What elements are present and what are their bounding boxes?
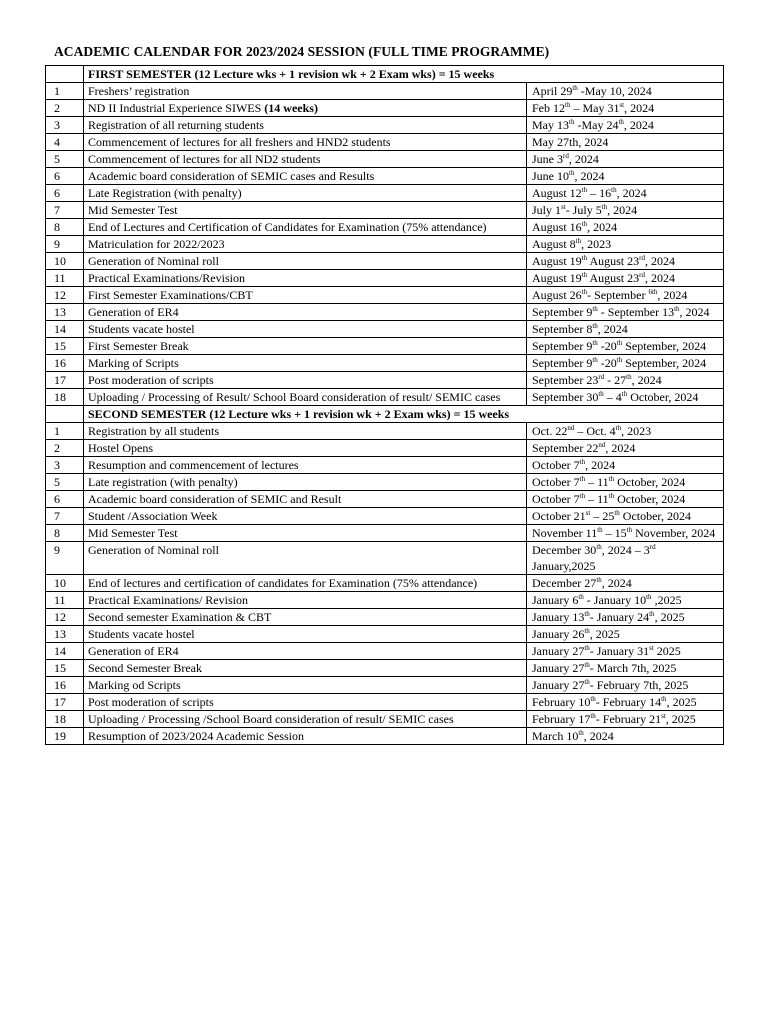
activity-cell xyxy=(84,609,527,626)
activity-cell xyxy=(84,542,527,575)
superscript: th xyxy=(614,509,620,517)
date-cell: August 26th- September $^{6th}$, 2024 xyxy=(527,287,724,304)
superscript: th xyxy=(608,475,615,483)
superscript: rd xyxy=(598,373,605,381)
activity-text: Generation of Nominal roll xyxy=(88,543,219,557)
activity-cell xyxy=(84,677,527,694)
date-cell: September 8th, 2024 xyxy=(527,321,724,338)
superscript: th xyxy=(581,186,588,194)
superscript: th xyxy=(592,356,598,364)
row-number: 6 xyxy=(46,185,84,202)
table-row xyxy=(46,389,724,406)
row-number: 15 xyxy=(46,338,84,355)
activity-cell xyxy=(84,236,527,253)
superscript: th xyxy=(616,356,623,364)
date-cell: January 26th, 2025 xyxy=(527,626,724,643)
row-number: 2 xyxy=(46,100,84,117)
superscript: st xyxy=(561,203,566,211)
row-number: 9 xyxy=(46,236,84,253)
activity-cell xyxy=(84,304,527,321)
activity-text: Late Registration (with penalty) xyxy=(88,186,242,200)
activity-cell xyxy=(84,694,527,711)
date-cell: September 23rd - 27th, 2024 xyxy=(527,372,724,389)
activity-cell xyxy=(84,134,527,151)
activity-text: Mid Semester Test xyxy=(88,203,178,217)
activity-text: Practical Examinations/Revision xyxy=(88,271,245,285)
table-row xyxy=(46,372,724,389)
row-number: 17 xyxy=(46,694,84,711)
activity-text: End of Lectures and Certification of Candidates for Examination (75% attendance) xyxy=(88,220,487,234)
activity-cell xyxy=(84,270,527,287)
activity-text: Marking of Scripts xyxy=(88,356,179,370)
activity-text: End of lectures and certification of candidates for Examination (75% attendance) xyxy=(88,576,478,590)
row-number: 9 xyxy=(46,542,84,575)
superscript: th xyxy=(626,373,632,381)
row-number: 5 xyxy=(46,474,84,491)
row-number: 12 xyxy=(46,609,84,626)
date-cell: January 27th- March 7th, 2025 xyxy=(527,660,724,677)
superscript: th xyxy=(581,288,588,296)
calendar-table xyxy=(45,65,724,745)
activity-text: Students vacate hostel xyxy=(88,322,195,336)
activity-text: Generation of ER4 xyxy=(88,305,179,319)
section-title: FIRST SEMESTER (12 Lecture wks + 1 revision wk + 2 Exam wks) = 15 weeks xyxy=(84,66,724,83)
superscript: th xyxy=(584,610,590,618)
superscript: th xyxy=(579,475,586,483)
table-row xyxy=(46,134,724,151)
superscript: rd xyxy=(563,152,569,160)
row-number: 8 xyxy=(46,525,84,542)
activity-text: Second Semester Break xyxy=(88,661,202,675)
date-cell: August 8th, 2023 xyxy=(527,236,724,253)
row-number: 10 xyxy=(46,575,84,592)
activity-cell xyxy=(84,643,527,660)
table-row xyxy=(46,202,724,219)
activity-text: Post moderation of scripts xyxy=(88,373,214,387)
section-header-blank-cell xyxy=(46,406,84,423)
superscript: 6th xyxy=(648,288,658,296)
table-row xyxy=(46,575,724,592)
activity-text: Mid Semester Test xyxy=(88,526,178,540)
date-cell: August 12th – 16th, 2024 xyxy=(527,185,724,202)
row-number: 19 xyxy=(46,728,84,745)
superscript: st xyxy=(619,101,625,109)
row-number: 1 xyxy=(46,423,84,440)
table-row xyxy=(46,677,724,694)
date-cell: August 19th August 23rd, 2024 xyxy=(527,270,724,287)
activity-text: Students vacate hostel xyxy=(88,627,195,641)
table-row xyxy=(46,287,724,304)
superscript: st xyxy=(661,712,666,720)
activity-cell xyxy=(84,508,527,525)
date-cell: June 10th, 2024 xyxy=(527,168,724,185)
superscript: rd xyxy=(639,254,645,262)
row-number: 13 xyxy=(46,626,84,643)
row-number: 11 xyxy=(46,270,84,287)
activity-text: First Semester Break xyxy=(88,339,189,353)
row-number: 10 xyxy=(46,253,84,270)
table-row xyxy=(46,100,724,117)
activity-text: Academic board consideration of SEMIC cases and Results xyxy=(88,169,375,183)
row-number: 14 xyxy=(46,321,84,338)
activity-text: Second semester Examination & CBT xyxy=(88,610,272,624)
table-row xyxy=(46,508,724,525)
superscript: th xyxy=(611,186,617,194)
superscript: th xyxy=(584,644,590,652)
row-number: 3 xyxy=(46,117,84,134)
activity-text: Registration by all students xyxy=(88,424,219,438)
section-title: SECOND SEMESTER (12 Lecture wks + 1 revision wk + 2 Exam wks) = 15 weeks xyxy=(84,406,724,423)
row-number: 6 xyxy=(46,491,84,508)
date-cell: September 9th -20th September, 2024 xyxy=(527,355,724,372)
activity-text: Generation of Nominal roll xyxy=(88,254,219,268)
table-row xyxy=(46,168,724,185)
row-number: 15 xyxy=(46,660,84,677)
superscript: th xyxy=(592,305,598,313)
table-row xyxy=(46,304,724,321)
row-number: 7 xyxy=(46,508,84,525)
date-cell: September 9th - September 13th, 2024 xyxy=(527,304,724,321)
row-number: 12 xyxy=(46,287,84,304)
row-number: 17 xyxy=(46,372,84,389)
table-row xyxy=(46,321,724,338)
superscript: rd xyxy=(649,543,656,551)
superscript: th xyxy=(621,390,628,398)
superscript: th xyxy=(584,661,590,669)
table-row xyxy=(46,660,724,677)
superscript: th xyxy=(565,101,571,109)
superscript: th xyxy=(569,169,575,177)
activity-cell xyxy=(84,117,527,134)
table-row xyxy=(46,728,724,745)
table-row xyxy=(46,83,724,100)
date-cell: January 13th- January 24th, 2025 xyxy=(527,609,724,626)
table-row xyxy=(46,270,724,287)
superscript: th xyxy=(646,593,652,601)
superscript: th xyxy=(579,492,586,500)
superscript: st xyxy=(649,644,654,652)
activity-cell xyxy=(84,474,527,491)
table-row xyxy=(46,219,724,236)
superscript: th xyxy=(618,118,624,126)
section-header-blank-cell xyxy=(46,66,84,83)
superscript: th xyxy=(597,526,603,534)
superscript: th xyxy=(608,492,615,500)
superscript: th xyxy=(579,458,586,466)
superscript: th xyxy=(615,424,622,432)
row-number: 3 xyxy=(46,457,84,474)
activity-cell xyxy=(84,151,527,168)
date-cell: November 11th – 15th November, 2024 xyxy=(527,525,724,542)
activity-text: Freshers’ registration xyxy=(88,84,190,98)
row-number: 16 xyxy=(46,355,84,372)
activity-cell xyxy=(84,728,527,745)
activity-cell xyxy=(84,525,527,542)
date-cell: September 30th – 4th October, 2024 xyxy=(527,389,724,406)
table-row xyxy=(46,694,724,711)
superscript: th xyxy=(601,203,608,211)
superscript: th xyxy=(581,220,588,228)
activity-cell xyxy=(84,626,527,643)
table-row xyxy=(46,236,724,253)
section-header-row xyxy=(46,66,724,83)
date-cell: March 10th, 2024 xyxy=(527,728,724,745)
table-row xyxy=(46,474,724,491)
row-number: 4 xyxy=(46,134,84,151)
date-cell: April 29th -May 10, 2024 xyxy=(527,83,724,100)
superscript: th xyxy=(596,543,602,551)
superscript: th xyxy=(575,237,582,245)
row-number: 14 xyxy=(46,643,84,660)
table-row xyxy=(46,355,724,372)
activity-text: ND II Industrial Experience SIWES xyxy=(88,101,265,115)
activity-text: Commencement of lectures for all ND2 students xyxy=(88,152,321,166)
superscript: th xyxy=(598,390,604,398)
date-cell: August 19th August 23rd, 2024 xyxy=(527,253,724,270)
row-number: 1 xyxy=(46,83,84,100)
row-number: 5 xyxy=(46,151,84,168)
activity-cell xyxy=(84,100,527,117)
date-cell: January 6th - January 10th ,2025 xyxy=(527,592,724,609)
table-row xyxy=(46,592,724,609)
date-cell: January 27th- February 7th, 2025 xyxy=(527,677,724,694)
document-title: ACADEMIC CALENDAR FOR 2023/2024 SESSION (FULL TIME PROGRAMME) xyxy=(54,44,550,59)
activity-cell xyxy=(84,253,527,270)
date-cell: May 27th, 2024 xyxy=(527,134,724,151)
activity-cell xyxy=(84,83,527,100)
activity-text: Registration of all returning students xyxy=(88,118,264,132)
activity-text: Matriculation for 2022/2023 xyxy=(88,237,225,251)
date-cell: July 1st- July 5th, 2024 xyxy=(527,202,724,219)
row-number: 18 xyxy=(46,389,84,406)
activity-text: Academic board consideration of SEMIC and Result xyxy=(88,492,342,506)
row-number: 7 xyxy=(46,202,84,219)
superscript: rd xyxy=(639,271,645,279)
row-number: 11 xyxy=(46,592,84,609)
superscript: th xyxy=(649,610,655,618)
section-header-row xyxy=(46,406,724,423)
date-cell: December 30th, 2024 – 3rd January,2025 xyxy=(527,542,724,575)
activity-cell xyxy=(84,423,527,440)
activity-cell xyxy=(84,711,527,728)
activity-cell xyxy=(84,575,527,592)
activity-duration: (14 weeks) xyxy=(264,101,318,115)
date-cell: January 27th- January 31st 2025 xyxy=(527,643,724,660)
superscript: th xyxy=(569,118,575,126)
superscript: th xyxy=(592,322,598,330)
date-cell: September 22nd, 2024 xyxy=(527,440,724,457)
activity-cell xyxy=(84,202,527,219)
activity-cell xyxy=(84,457,527,474)
date-cell: October 7th – 11th October, 2024 xyxy=(527,474,724,491)
date-cell: September 9th -20th September, 2024 xyxy=(527,338,724,355)
activity-cell xyxy=(84,372,527,389)
activity-text: Uploading / Processing of Result/ School Board consideration of result/ SEMIC cases xyxy=(88,390,501,404)
superscript: th xyxy=(590,695,596,703)
superscript: th xyxy=(674,305,680,313)
table-row xyxy=(46,457,724,474)
date-cell: October 21st – 25th October, 2024 xyxy=(527,508,724,525)
table-row xyxy=(46,609,724,626)
superscript: st xyxy=(585,509,591,517)
superscript: th xyxy=(581,271,588,279)
activity-text: Post moderation of scripts xyxy=(88,695,214,709)
row-number: 18 xyxy=(46,711,84,728)
activity-text: Practical Examinations/ Revision xyxy=(88,593,248,607)
superscript: th xyxy=(596,576,602,584)
superscript: th xyxy=(616,339,623,347)
superscript: th xyxy=(590,712,596,720)
activity-text: Hostel Opens xyxy=(88,441,153,455)
superscript: th xyxy=(578,593,584,601)
row-number: 2 xyxy=(46,440,84,457)
date-cell: August 16th, 2024 xyxy=(527,219,724,236)
activity-text: Generation of ER4 xyxy=(88,644,179,658)
date-cell: February 17th- February 21st, 2025 xyxy=(527,711,724,728)
table-row xyxy=(46,525,724,542)
row-number: 13 xyxy=(46,304,84,321)
table-row xyxy=(46,117,724,134)
superscript: nd xyxy=(598,441,606,449)
activity-text: Resumption and commencement of lectures xyxy=(88,458,299,472)
row-number: 16 xyxy=(46,677,84,694)
superscript: th xyxy=(572,84,578,92)
table-row xyxy=(46,711,724,728)
row-number: 6 xyxy=(46,168,84,185)
date-cell: October 7th – 11th October, 2024 xyxy=(527,491,724,508)
activity-cell xyxy=(84,491,527,508)
activity-text: Commencement of lectures for all freshers and HND2 students xyxy=(88,135,391,149)
table-row xyxy=(46,542,724,575)
activity-cell xyxy=(84,185,527,202)
activity-cell xyxy=(84,355,527,372)
superscript: th xyxy=(578,729,584,737)
table-row xyxy=(46,626,724,643)
table-row xyxy=(46,423,724,440)
row-number: 8 xyxy=(46,219,84,236)
superscript: th xyxy=(584,678,590,686)
table-row xyxy=(46,440,724,457)
table-row xyxy=(46,253,724,270)
table-row xyxy=(46,491,724,508)
activity-text: Student /Association Week xyxy=(88,509,218,523)
activity-cell xyxy=(84,592,527,609)
superscript: th xyxy=(626,526,633,534)
superscript: th xyxy=(592,339,598,347)
date-cell: June 3rd, 2024 xyxy=(527,151,724,168)
superscript: th xyxy=(581,254,588,262)
activity-text: Late registration (with penalty) xyxy=(88,475,238,489)
activity-cell xyxy=(84,287,527,304)
activity-text: Resumption of 2023/2024 Academic Session xyxy=(88,729,304,743)
date-cell: Oct. 22nd – Oct. 4th, 2023 xyxy=(527,423,724,440)
calendar-body xyxy=(46,66,724,745)
date-cell: December 27th, 2024 xyxy=(527,575,724,592)
date-cell: October 7th, 2024 xyxy=(527,457,724,474)
activity-cell xyxy=(84,321,527,338)
activity-cell xyxy=(84,338,527,355)
date-cell: Feb 12th – May 31st, 2024 xyxy=(527,100,724,117)
superscript: th xyxy=(584,627,590,635)
table-row xyxy=(46,185,724,202)
superscript: nd xyxy=(567,424,575,432)
activity-text: Uploading / Processing /School Board consideration of result/ SEMIC cases xyxy=(88,712,454,726)
activity-cell xyxy=(84,219,527,236)
activity-text: Marking od Scripts xyxy=(88,678,181,692)
activity-cell xyxy=(84,660,527,677)
activity-cell xyxy=(84,440,527,457)
activity-cell xyxy=(84,168,527,185)
table-row xyxy=(46,338,724,355)
activity-text: First Semester Examinations/CBT xyxy=(88,288,253,302)
table-row xyxy=(46,151,724,168)
table-row xyxy=(46,643,724,660)
activity-cell xyxy=(84,389,527,406)
date-cell: May 13th -May 24th, 2024 xyxy=(527,117,724,134)
date-cell: February 10th- February 14th, 2025 xyxy=(527,694,724,711)
superscript: th xyxy=(661,695,667,703)
